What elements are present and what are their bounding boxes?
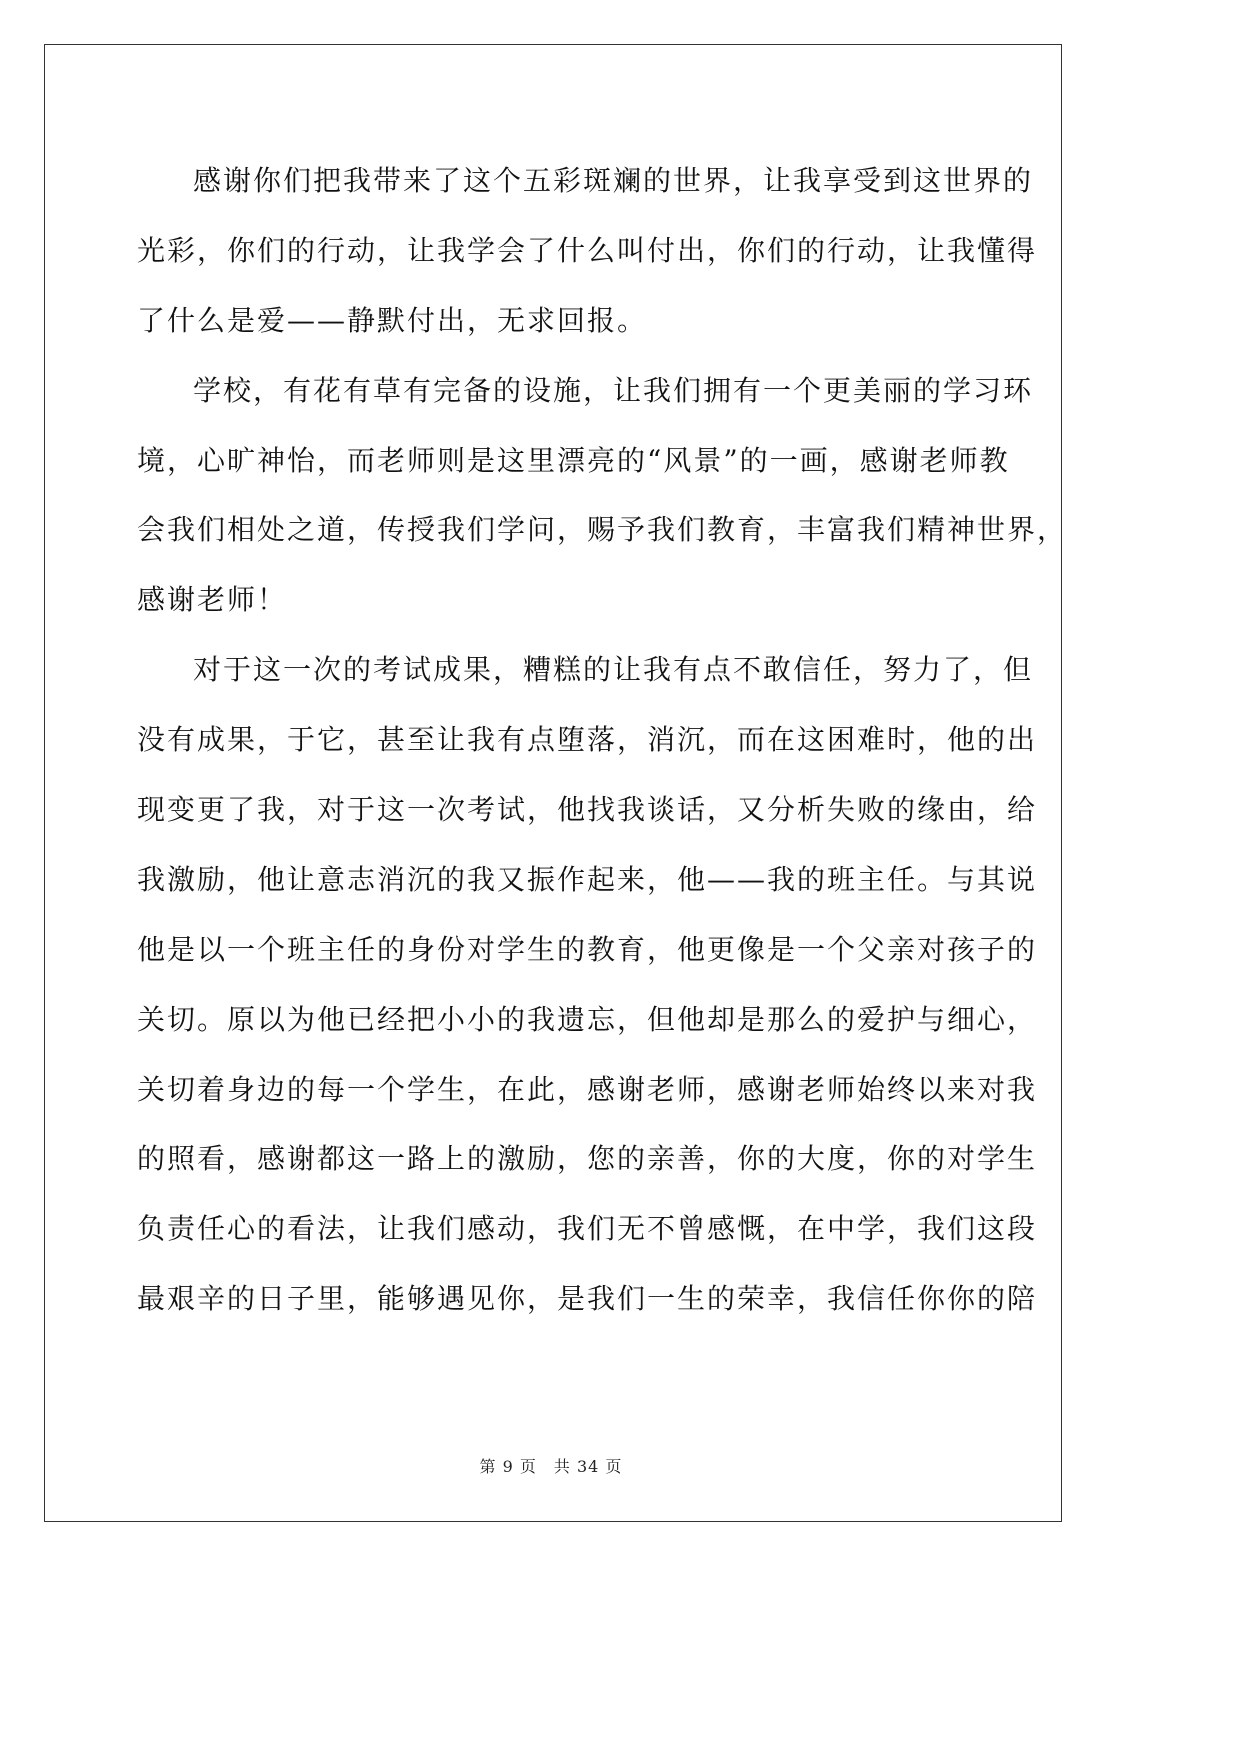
body-text [137,146,1068,1334]
text-line: 关切着身边的每一个学生，在此，感谢老师，感谢老师始终以来对我 [137,1072,1038,1106]
text-line: 的照看，感谢都这一路上的激励，您的亲善，你的大度，你的对学生 [137,1142,1038,1176]
text-line: 感谢老师！ [137,583,288,617]
text-line: 感谢你们把我带来了这个五彩斑斓的世界，让我享受到这世界的 [193,164,1034,197]
text-line: 没有成果，于它，甚至让我有点堕落，消沉，而在这困难时，他的出 [137,723,1038,757]
text-line: 最艰辛的日子里，能够遇见你，是我们一生的荣幸，我信任你你的陪 [137,1282,1038,1316]
text-line: 负责任心的看法，让我们感动，我们无不曾感慨，在中学，我们这段 [137,1212,1038,1246]
text-line: 现变更了我，对于这一次考试，他找我谈话，又分析失败的缘由，给 [137,793,1038,827]
text-line: 了什么是爱——静默付出，无求回报。 [137,303,648,337]
text-line: 会我们相处之道，传授我们学问，赐予我们教育，丰富我们精神世界， [137,513,1068,547]
text-line: 光彩，你们的行动，让我学会了什么叫付出，你们的行动，让我懂得 [137,233,1038,267]
page-number-footer: 第 9 页 共 34 页 [479,1457,623,1476]
text-line: 学校，有花有草有完备的设施，让我们拥有一个更美丽的学习环 [193,373,1034,407]
text-line: 我激励，他让意志消沉的我又振作起来，他——我的班主任。与其说 [137,862,1038,896]
text-line: 对于这一次的考试成果，糟糕的让我有点不敢信任，努力了，但 [193,653,1034,687]
text-line: 他是以一个班主任的身份对学生的教育，他更像是一个父亲对孩子的 [137,932,1038,966]
text-line: 境，心旷神怡，而老师则是这里漂亮的“风景”的一画，感谢老师教 [137,443,1010,477]
text-line: 关切。原以为他已经把小小的我遗忘，但他却是那么的爱护与细心， [137,1002,1038,1036]
